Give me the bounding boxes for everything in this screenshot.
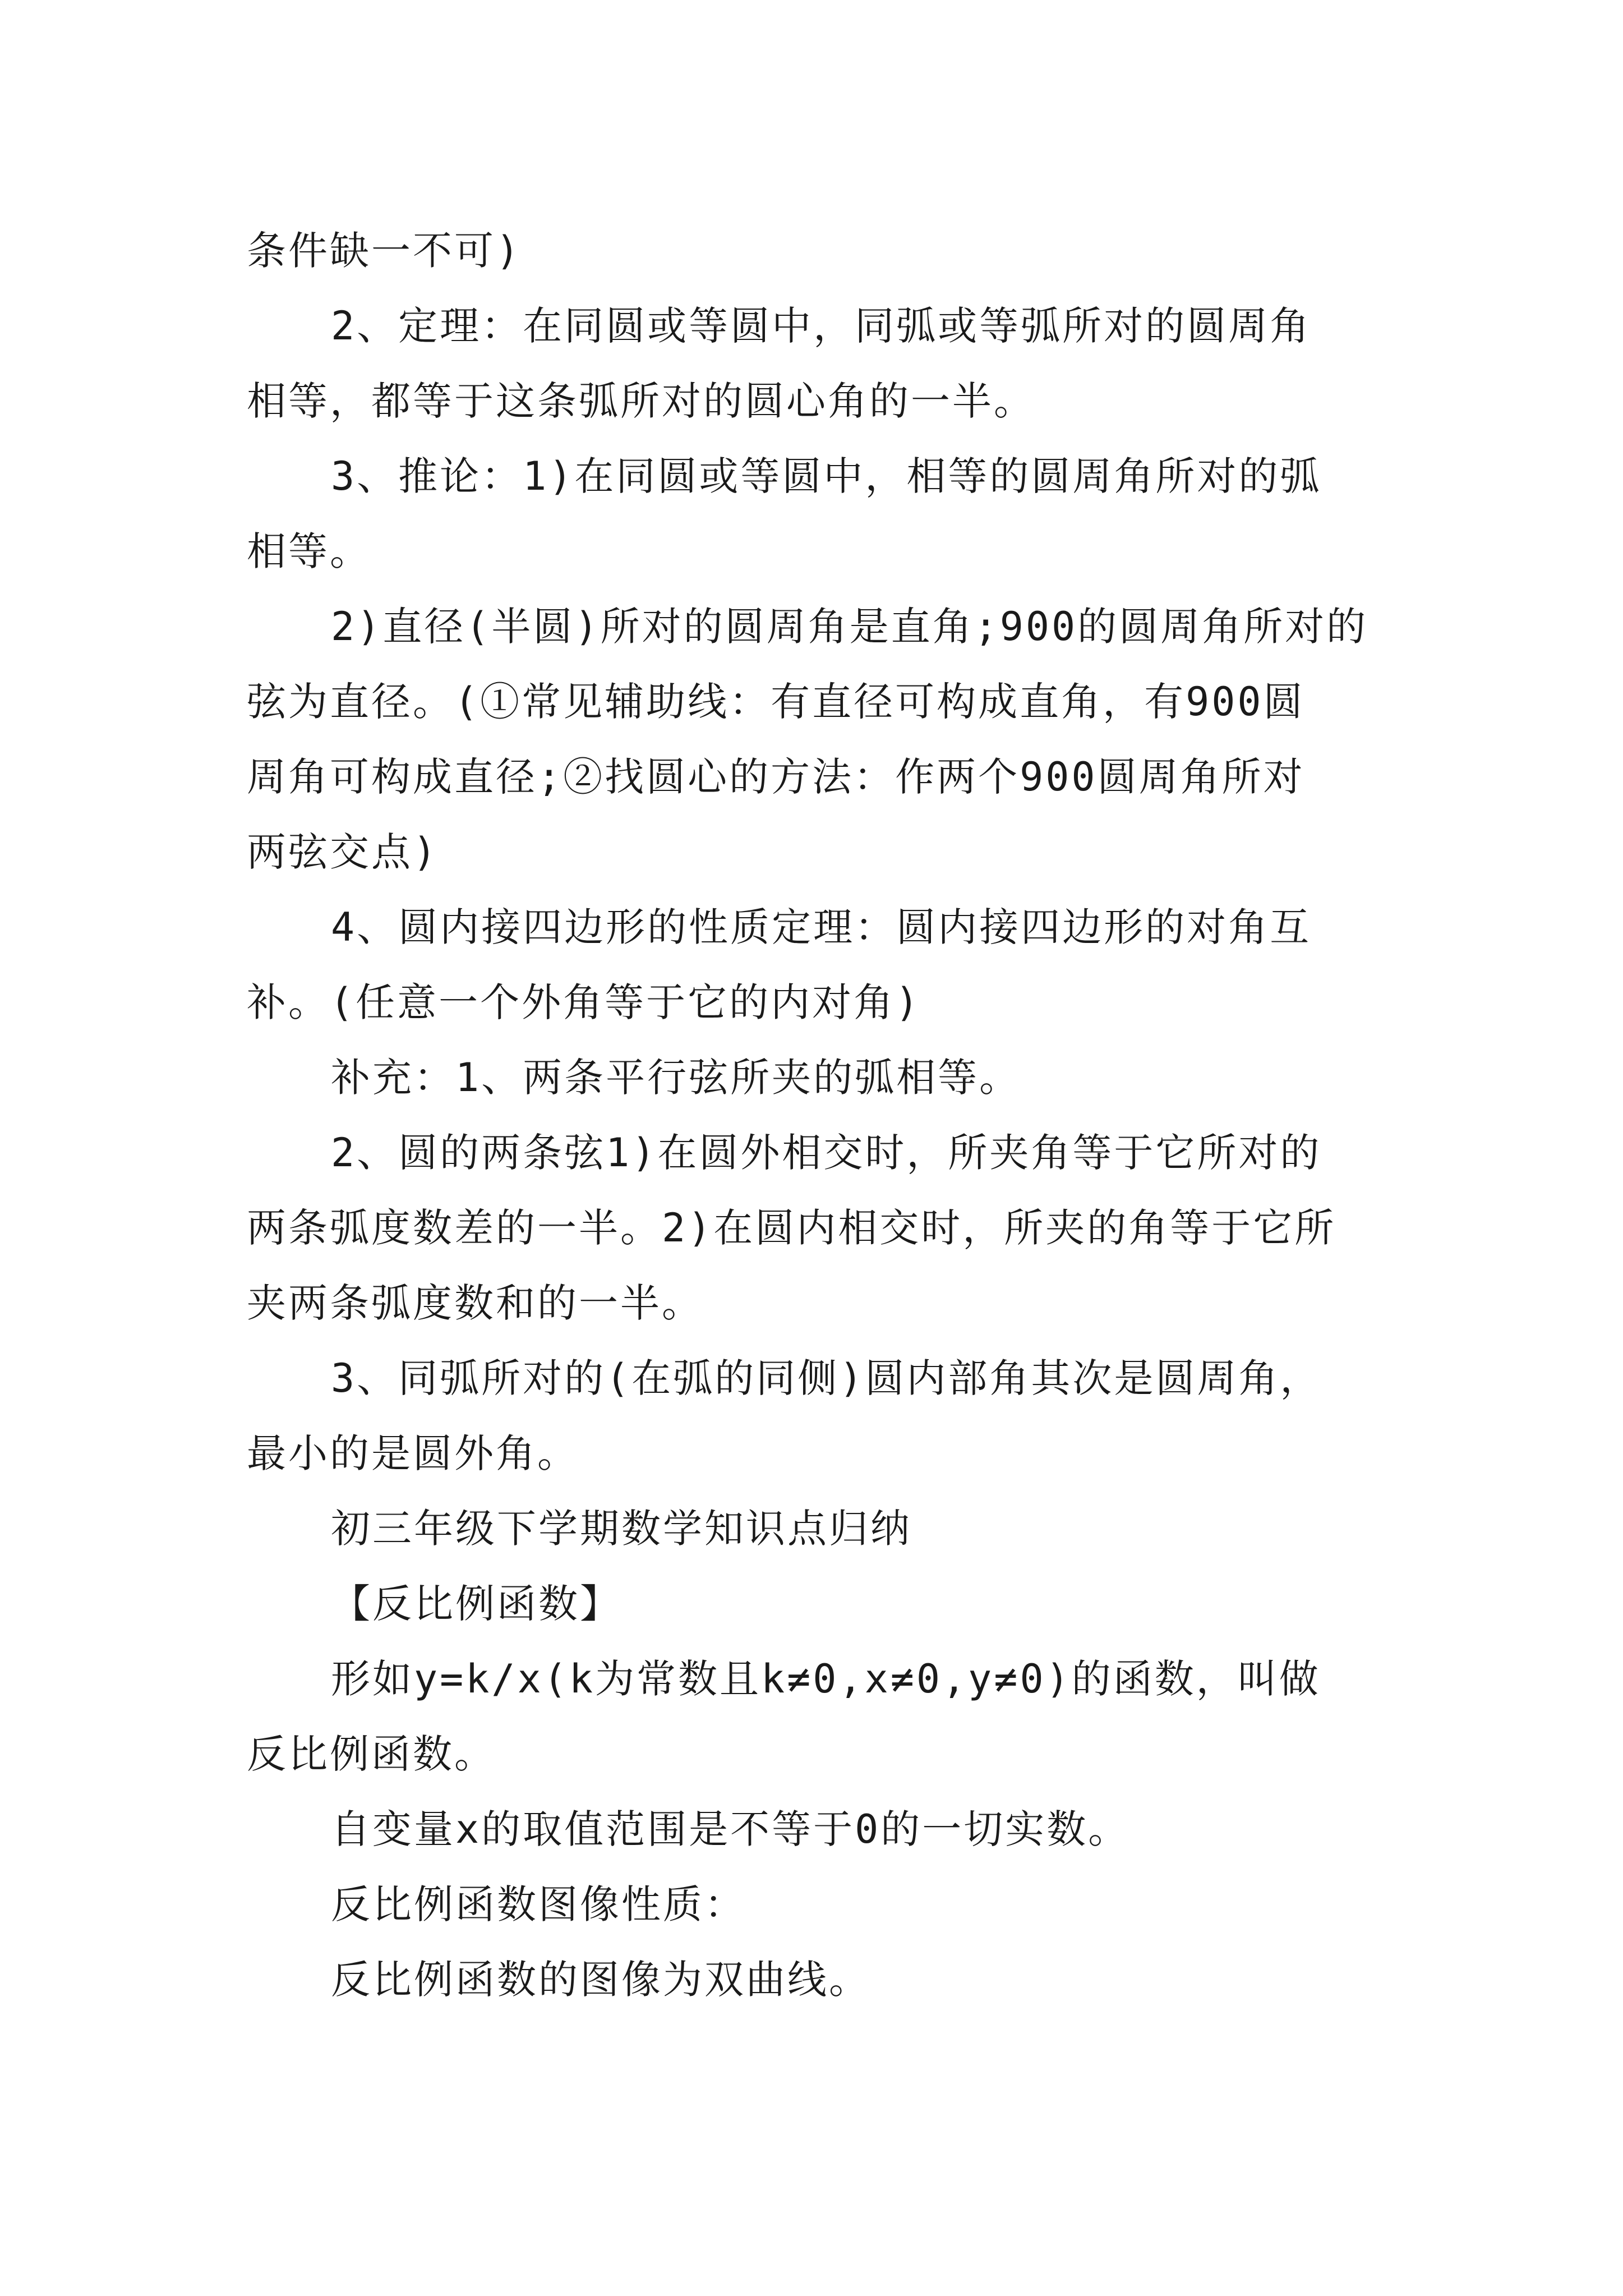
- text-line: 反比例函数的图像为双曲线。: [331, 1957, 870, 2003]
- text-line: 2、圆的两条弦1)在圆外相交时，所夹角等于它所对的: [331, 1130, 1322, 1176]
- text-line: 补充：1、两条平行弦所夹的弧相等。: [331, 1055, 1021, 1101]
- text-line: 两弦交点): [247, 829, 439, 875]
- text-line: 条件缺一不可): [247, 228, 522, 274]
- text-line: 最小的是圆外角。: [247, 1430, 579, 1476]
- section-heading: 初三年级下学期数学知识点归纳: [331, 1506, 912, 1552]
- text-line: 周角可构成直径;②找圆心的方法：作两个900圆周角所对: [247, 754, 1305, 800]
- text-line: 反比例函数图像性质：: [331, 1881, 746, 1927]
- subsection-heading: 【反比例函数】: [331, 1581, 621, 1627]
- text-line: 2)直径(半圆)所对的圆周角是直角;900的圆周角所对的: [331, 604, 1368, 650]
- text-line: 补。(任意一个外角等于它的内对角): [247, 979, 921, 1025]
- text-line: 自变量x的取值范围是不等于0的一切实数。: [331, 1806, 1130, 1852]
- text-line: 两条弧度数差的一半。2)在圆内相交时，所夹的角等于它所: [247, 1205, 1336, 1251]
- text-line: 3、同弧所对的(在弧的同侧)圆内部角其次是圆周角，: [331, 1355, 1322, 1401]
- text-block: [247, 213, 1391, 2017]
- text-line: 相等，都等于这条弧所对的圆心角的一半。: [247, 378, 1035, 424]
- text-line: 形如y=k/x(k为常数且k≠0,x≠0,y≠0)的函数，叫做: [331, 1656, 1321, 1702]
- text-line: 夹两条弧度数和的一半。: [247, 1280, 703, 1326]
- text-line: 反比例函数。: [247, 1731, 496, 1777]
- text-line: 2、定理：在同圆或等圆中，同弧或等弧所对的圆周角: [331, 303, 1312, 349]
- text-line: 4、圆内接四边形的性质定理：圆内接四边形的对角互: [331, 904, 1312, 950]
- document-body: [247, 213, 1391, 2017]
- text-line: 弦为直径。(①常见辅助线：有直径可构成直角，有900圆: [247, 679, 1305, 725]
- text-line: 相等。: [247, 528, 371, 574]
- text-line: 3、推论：1)在同圆或等圆中，相等的圆周角所对的弧: [331, 453, 1322, 499]
